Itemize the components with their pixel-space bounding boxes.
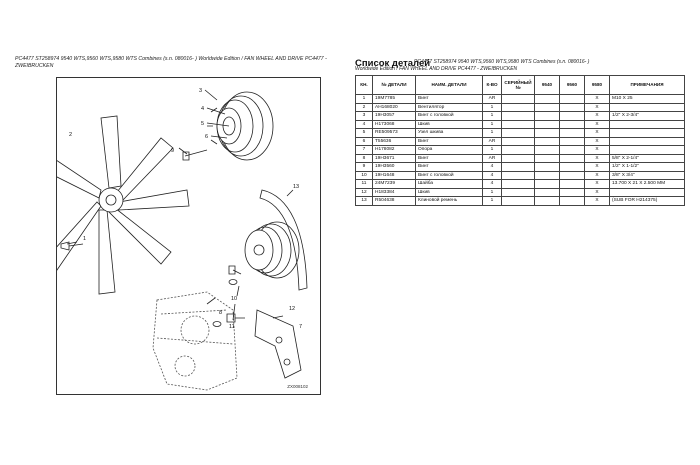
cell-part-name: Винт с головкой [416, 171, 483, 180]
svg-text:11: 11 [229, 324, 235, 330]
cell-notes: 1/2" X 1-1/2" [610, 163, 685, 172]
table-row [356, 154, 685, 163]
cell-9580: X [585, 188, 610, 197]
cell-9580: X [585, 154, 610, 163]
cell-part-number: T55636 [373, 137, 416, 146]
table-header-row [356, 76, 685, 95]
cell-number: 10 [356, 171, 373, 180]
cell-serial [502, 180, 535, 189]
cell-serial [502, 197, 535, 206]
cell-part-name: Узел шкива [416, 129, 483, 138]
cell-notes: 3/8" X 3/4" [610, 171, 685, 180]
cell-part-name: Шкив [416, 120, 483, 129]
cell-serial [502, 120, 535, 129]
cell-part-number: 19H3671 [373, 154, 416, 163]
cell-notes: M10 X 25 [610, 95, 685, 104]
cell-part-name: Опора [416, 146, 483, 155]
cell-number: 1 [356, 95, 373, 104]
cell-serial [502, 154, 535, 163]
cell-9560 [560, 146, 585, 155]
svg-text:2: 2 [69, 132, 73, 138]
cell-serial [502, 103, 535, 112]
cell-9540 [535, 180, 560, 189]
cell-number: 2 [356, 103, 373, 112]
cell-number: 4 [356, 120, 373, 129]
cell-9580: X [585, 112, 610, 121]
cell-part-number: 24M7239 [373, 180, 416, 189]
cell-part-number: 19H3057 [373, 112, 416, 121]
svg-text:10: 10 [231, 296, 238, 302]
fan-drive-drawing [57, 78, 320, 394]
cell-9580: X [585, 146, 610, 155]
cell-9580: X [585, 120, 610, 129]
cell-number: 5 [356, 129, 373, 138]
cell-part-name: Винт [416, 154, 483, 163]
cell-quantity: AR [483, 154, 502, 163]
cell-part-name: Клиновой ремень [416, 197, 483, 206]
svg-text:8: 8 [219, 310, 223, 316]
cell-quantity: AR [483, 95, 502, 104]
cell-part-number: R504638 [373, 197, 416, 206]
col-header: СЕРИЙНЫЙ № [502, 76, 535, 95]
cell-quantity: 1 [483, 103, 502, 112]
cell-9560 [560, 197, 585, 206]
col-header: К-ВО [483, 76, 502, 95]
cell-quantity: 1 [483, 146, 502, 155]
cell-part-number: RE509573 [373, 129, 416, 138]
cell-9540 [535, 171, 560, 180]
table-row [356, 95, 685, 104]
cell-9540 [535, 112, 560, 121]
cell-number: 12 [356, 188, 373, 197]
cell-serial [502, 171, 535, 180]
fan-wheel [57, 116, 189, 294]
col-header: КН. [356, 76, 373, 95]
cell-9560 [560, 120, 585, 129]
table-row [356, 163, 685, 172]
cell-9580: X [585, 163, 610, 172]
cell-serial [502, 137, 535, 146]
table-row [356, 129, 685, 138]
upper-pulley [207, 92, 273, 160]
cell-9560 [560, 180, 585, 189]
cell-9580: X [585, 197, 610, 206]
cell-9540 [535, 103, 560, 112]
cell-notes [610, 146, 685, 155]
svg-text:9: 9 [171, 148, 175, 154]
cell-notes [610, 103, 685, 112]
col-header: НАИМ. ДЕТАЛИ [416, 76, 483, 95]
cell-9540 [535, 146, 560, 155]
cell-9560 [560, 154, 585, 163]
cell-notes: 13.700 X 21 X 2.500 MM [610, 180, 685, 189]
col-header: 9580 [585, 76, 610, 95]
cell-quantity: 1 [483, 120, 502, 129]
cell-quantity: 1 [483, 112, 502, 121]
cell-notes [610, 137, 685, 146]
cell-quantity: 4 [483, 171, 502, 180]
col-header: 9540 [535, 76, 560, 95]
table-row [356, 137, 685, 146]
cell-quantity: 4 [483, 163, 502, 172]
table-row [356, 188, 685, 197]
figure-code: ZX008102 [287, 384, 308, 389]
cell-9540 [535, 154, 560, 163]
cell-number: 3 [356, 112, 373, 121]
cell-quantity: 1 [483, 188, 502, 197]
cell-9560 [560, 171, 585, 180]
col-header: № ДЕТАЛИ [373, 76, 416, 95]
cell-9540 [535, 197, 560, 206]
cell-number: 6 [356, 137, 373, 146]
cell-9540 [535, 129, 560, 138]
cell-part-name: Винт с головкой [416, 112, 483, 121]
table-row [356, 103, 685, 112]
table-row [356, 120, 685, 129]
diagram-header: PC4477 ST258974 9540 WTS,9560 WTS,9580 WTS Combines (s.n. 080016- ) Worldwide Edition / FAN WHEEL AND DRIVE PC4477 - ZWEIBRUCKEN [15, 56, 327, 69]
cell-part-name: Винт [416, 95, 483, 104]
cell-serial [502, 163, 535, 172]
svg-text:6: 6 [205, 134, 209, 140]
cell-9580: X [585, 129, 610, 138]
parts-list-title: Список деталей [355, 58, 431, 69]
cell-number: 7 [356, 146, 373, 155]
svg-text:12: 12 [289, 306, 296, 312]
cell-serial [502, 112, 535, 121]
parts-list-subtitle: PC4477 ST258974 9540 WTS,9560 WTS,9580 WTS Combines (s.n. 080016- ) [414, 59, 590, 65]
cell-9560 [560, 95, 585, 104]
table-row [356, 146, 685, 155]
svg-text:13: 13 [293, 184, 300, 190]
svg-text:5: 5 [201, 121, 205, 127]
col-header: 9560 [560, 76, 585, 95]
svg-text:4: 4 [201, 106, 205, 112]
cell-part-name: Вентилятор [416, 103, 483, 112]
cell-part-name: Шайба [416, 180, 483, 189]
cell-part-name: Шкив [416, 188, 483, 197]
cell-9560 [560, 137, 585, 146]
cell-notes [610, 129, 685, 138]
cell-number: 13 [356, 197, 373, 206]
cell-part-number: AH168020 [373, 103, 416, 112]
cell-9580: X [585, 95, 610, 104]
cell-quantity: 1 [483, 197, 502, 206]
cell-quantity: 1 [483, 129, 502, 138]
cell-9560 [560, 129, 585, 138]
cell-quantity: 4 [483, 180, 502, 189]
support-bracket [255, 310, 301, 378]
cell-9580: X [585, 180, 610, 189]
cell-9560 [560, 112, 585, 121]
cell-9540 [535, 137, 560, 146]
cell-serial [502, 146, 535, 155]
cell-serial [502, 129, 535, 138]
cell-notes: (SUB FOR H214375) [610, 197, 685, 206]
cell-9560 [560, 188, 585, 197]
cell-part-number: 19H3560 [373, 163, 416, 172]
cell-notes: 5/8" X 2-1/4" [610, 154, 685, 163]
exploded-diagram [56, 77, 321, 395]
table-row [356, 171, 685, 180]
cell-serial [502, 188, 535, 197]
table-row [356, 180, 685, 189]
cell-part-number: 19M7785 [373, 95, 416, 104]
svg-text:3: 3 [199, 88, 203, 94]
cell-notes [610, 120, 685, 129]
cell-9560 [560, 163, 585, 172]
svg-text:7: 7 [299, 324, 303, 330]
cell-part-name: Винт [416, 137, 483, 146]
svg-text:1: 1 [83, 236, 87, 242]
cell-part-name: Винт [416, 163, 483, 172]
cell-part-number: H183384 [373, 188, 416, 197]
cell-9540 [535, 95, 560, 104]
cell-quantity: AR [483, 137, 502, 146]
cell-9540 [535, 163, 560, 172]
cell-9580: X [585, 137, 610, 146]
cell-9580: X [585, 103, 610, 112]
cell-number: 11 [356, 180, 373, 189]
cell-9540 [535, 120, 560, 129]
parts-list-subtitle-2: Worldwide Edition / FAN WHEEL AND DRIVE PC4477 - ZWEIBRUCKEN [355, 66, 518, 72]
cell-number: 8 [356, 154, 373, 163]
cell-9580: X [585, 171, 610, 180]
cell-9560 [560, 103, 585, 112]
table-row [356, 112, 685, 121]
cell-part-number: H173068 [373, 120, 416, 129]
cell-serial [502, 95, 535, 104]
cell-part-number: 19H1648 [373, 171, 416, 180]
table-row [356, 197, 685, 206]
parts-table [355, 75, 685, 206]
col-header: ПРИМЕЧАНИЯ [610, 76, 685, 95]
cell-9540 [535, 188, 560, 197]
cell-notes [610, 188, 685, 197]
cell-part-number: H178082 [373, 146, 416, 155]
cell-notes: 1/2" X 2-3/4" [610, 112, 685, 121]
cell-number: 9 [356, 163, 373, 172]
